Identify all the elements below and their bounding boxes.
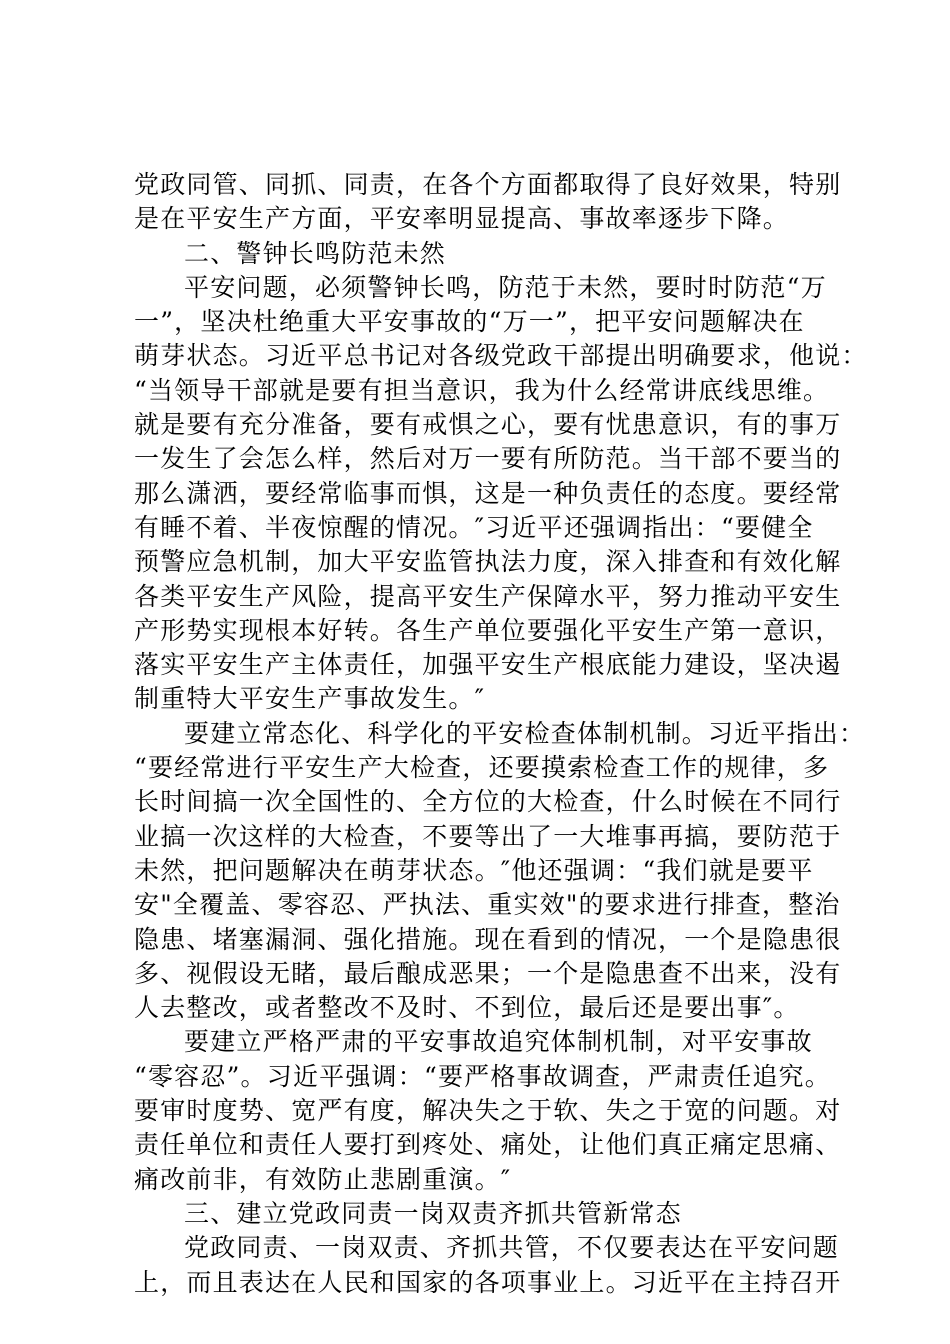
- text-line: 痛改前非，有效防止悲剧重演。″: [134, 1164, 512, 1194]
- text-line: 就是要有充分准备，要有戒惧之心，要有忧患意识，有的事万: [134, 410, 842, 440]
- text-line: 上，而且表达在人民和国家的各项事业上。习近平在主持召开: [134, 1267, 842, 1297]
- text-line: 有睡不着、半夜惊醒的情况。″习近平还强调指出：“要健全: [134, 512, 814, 542]
- text-line: 萌芽状态。习近平总书记对各级党政干部提出明确要求，他说：: [134, 341, 868, 371]
- text-line: 各类平安生产风险，提高平安生产保障水平，努力推动平安生: [134, 581, 842, 611]
- text-line: “要经常进行平安生产大检查，还要摸索检查工作的规律，多: [134, 753, 830, 783]
- text-line: 是在平安生产方面，平安率明显提高、事故率逐步下降。: [134, 204, 790, 234]
- text-line: 业搞一次这样的大检查，不要等出了一大堆事再搞，要防范于: [134, 821, 842, 851]
- text-line: 责任单位和责任人要打到疼处、痛处，让他们真正痛定思痛、: [134, 1130, 842, 1160]
- text-line: 要建立常态化、科学化的平安检查体制机制。习近平指出：: [184, 718, 866, 748]
- text-line: 预警应急机制，加大平安监管执法力度，深入排查和有效化解: [134, 547, 842, 577]
- text-line: 制重特大平安生产事故发生。″: [134, 684, 486, 714]
- text-line: 党政同管、同抓、同责，在各个方面都取得了良好效果，特别: [134, 170, 842, 199]
- section-heading: 三、建立党政同责一岗双责齐抓共管新常态: [184, 1198, 682, 1228]
- text-line: 产形势实现根本好转。各生产单位要强化平安生产第一意识，: [134, 615, 842, 645]
- text-line: “零容忍”。习近平强调：“要严格事故调查，严肃责任追究。: [134, 1061, 831, 1091]
- text-line: 一”，坚决杜绝重大平安事故的“万一”，把平安问题解决在: [134, 307, 805, 337]
- text-line: 隐患、堵塞漏洞、强化措施。现在看到的情况，一个是隐患很: [134, 924, 842, 954]
- text-line: 长时间搞一次全国性的、全方位的大检查，什么时候在不同行: [134, 787, 842, 817]
- text-line: 多、视假设无睹，最后酿成恶果；一个是隐患查不出来，没有: [134, 958, 842, 988]
- text-line: 未然，把问题解决在萌芽状态。″他还强调：“我们就是要平: [134, 855, 814, 885]
- section-heading: 二、警钟长鸣防范未然: [184, 238, 447, 268]
- text-line: 平安问题，必须警钟长鸣，防范于未然，要时时防范“万: [184, 272, 827, 302]
- text-line: 党政同责、一岗双责、齐抓共管，不仅要表达在平安问题: [184, 1233, 840, 1263]
- text-line: 安"全覆盖、零容忍、严执法、重实效"的要求进行排查，整治: [134, 890, 841, 920]
- text-line: 那么潇洒，要经常临事而惧，这是一种负责任的态度。要经常: [134, 478, 842, 508]
- text-line: 要审时度势、宽严有度，解决失之于软、失之于宽的问题。对: [134, 1096, 842, 1126]
- text-line: 落实平安生产主体责任，加强平安生产根底能力建设，坚决遏: [134, 650, 842, 680]
- text-line: 人去整改，或者整改不及时、不到位，最后还是要出事″。: [134, 993, 800, 1023]
- text-line: “当领导干部就是要有担当意识，我为什么经常讲底线思维。: [134, 375, 830, 405]
- document-body: [134, 168, 868, 1300]
- text-line: 要建立严格严肃的平安事故追究体制机制，对平安事故: [184, 1027, 813, 1057]
- text-line: 一发生了会怎么样，然后对万一要有所防范。当干部不要当的: [134, 444, 842, 474]
